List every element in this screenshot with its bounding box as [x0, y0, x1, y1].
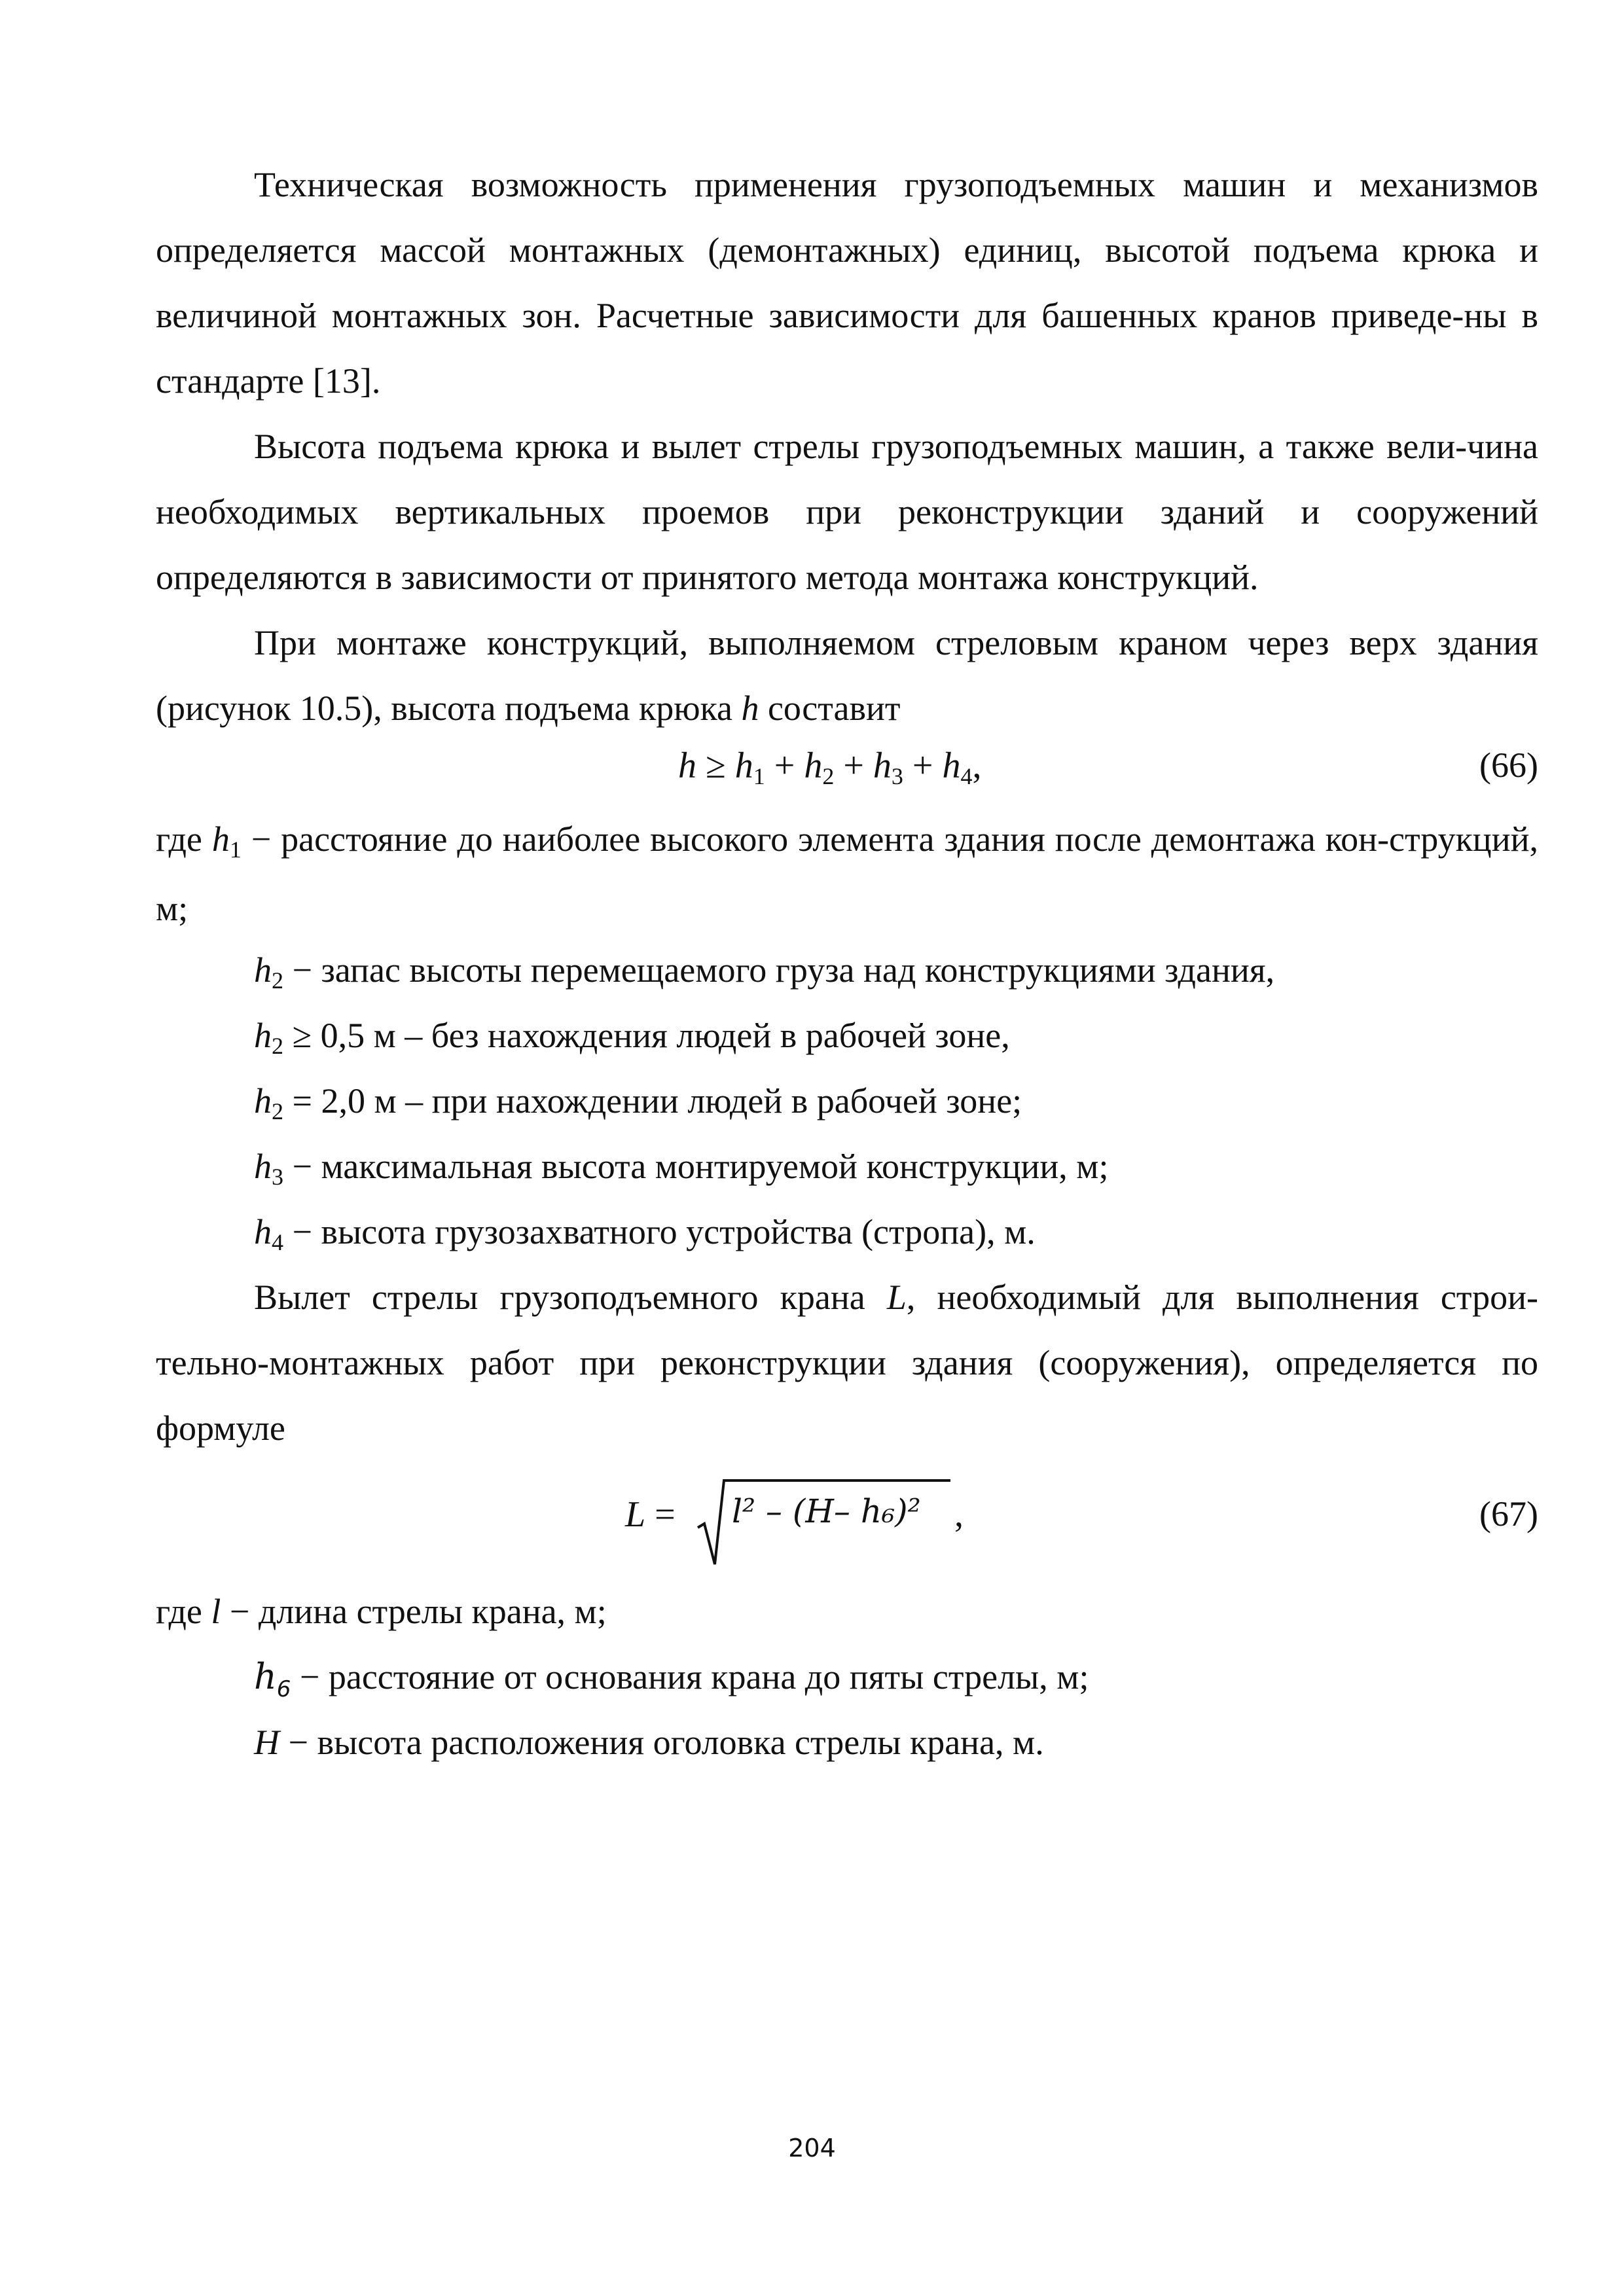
eq66-plus-3: + [903, 745, 943, 786]
variable-L: L [886, 1278, 907, 1317]
eq66-term-3: h [873, 745, 892, 786]
eq66-term-2: h [804, 745, 823, 786]
definition-h6-sub: 6 [276, 1676, 291, 1702]
definition-h4 [254, 1199, 1624, 1268]
eq66-sub-3: 3 [891, 763, 903, 789]
equation-67-number: (67) [1479, 1494, 1538, 1534]
definition-l-var: l [211, 1592, 221, 1631]
paragraph-3-text: При монтаже конструкций, выполняемом стреловым краном через верх здания (рисунок 10.5), высота подъема крюка [156, 623, 1538, 728]
page-number: 204 [788, 2134, 836, 2162]
equation-67 [625, 1494, 676, 1535]
eq66-term-4: h [942, 745, 961, 786]
definition-H [254, 1710, 1624, 1775]
paragraph-5-end: , необходимый для выполнения строи-тельно-монтажных работ при реконструкции здания (сооружения), определяется по формуле [156, 1278, 1538, 1448]
definition-l-where: где [156, 1592, 211, 1631]
eq66-sub-1: 1 [753, 763, 765, 789]
definition-l [156, 1579, 1538, 1644]
definition-h4-sub: 4 [272, 1229, 283, 1255]
definition-where: где [156, 819, 212, 859]
definition-h4-var: h [254, 1212, 272, 1251]
definition-H-var: H [254, 1723, 280, 1762]
eq67-equals: = [645, 1494, 676, 1535]
definition-h1-var: h [211, 819, 230, 859]
eq66-plus-1: + [765, 745, 804, 786]
definition-h2-people-sub: 2 [272, 1098, 283, 1124]
eq67-radicand: l² – (H– h₆)² [732, 1492, 921, 1530]
paragraph-3-end: составит [759, 689, 901, 728]
eq66-sub-2: 2 [822, 763, 835, 789]
definition-h3-var: h [254, 1147, 272, 1186]
paragraph-5-text: Вылет стрелы грузоподъемного крана [254, 1278, 887, 1317]
definition-h2 [254, 937, 1624, 1007]
definition-h2-people [254, 1068, 1624, 1138]
eq66-relation: ≥ [696, 745, 735, 786]
definition-h2-min-sub: 2 [272, 1033, 283, 1059]
definition-h2-var: h [254, 950, 272, 990]
eq66-lhs: h [678, 745, 696, 786]
definition-h2-sub: 2 [272, 967, 283, 994]
definition-H-text: − высота расположения оголовка стрелы крана, м. [280, 1723, 1044, 1762]
definition-l-text: − длина стрелы крана, м; [221, 1592, 607, 1631]
definition-h2-people-var: h [254, 1081, 272, 1121]
definition-h2-min-text: ≥ 0,5 м – без нахождения людей в рабочей зоне, [283, 1016, 1010, 1055]
definition-h6-text: − расстояние от основания крана до пяты стрелы, м; [291, 1657, 1089, 1696]
definition-h3-sub: 3 [272, 1164, 283, 1190]
definition-h1-text: − расстояние до наиболее высокого элемента здания после демонтажа кон-струкций, м; [156, 819, 1538, 928]
definition-h2-text: − запас высоты перемещаемого груза над конструкциями здания, [283, 950, 1275, 990]
definition-h4-text: − высота грузозахватного устройства (стропа), м. [283, 1212, 1036, 1251]
eq66-term-1: h [734, 745, 753, 786]
paragraph-3 [156, 610, 1538, 741]
variable-h: h [741, 689, 759, 728]
paragraph-2: Высота подъема крюка и вылет стрелы грузоподъемных машин, а также вели-чина необходимых вертикальных проемов при реконструкции зданий и сооружений определяются в зависимости от принятого метода монтажа конструкций. [156, 427, 1538, 597]
eq67-tail: , [954, 1494, 964, 1535]
paragraph-5 [156, 1265, 1538, 1461]
definition-h3 [254, 1134, 1624, 1203]
definition-h6 [254, 1644, 1624, 1714]
definition-h1 [156, 806, 1538, 941]
definition-h1-sub: 1 [229, 836, 242, 863]
paragraph-1: Техническая возможность применения грузоподъемных машин и механизмов определяется массой монтажных (демонтажных) единиц, высотой подъема крюка и величиной монтажных зон. Расчетные зависимости для башенных кранов приведе-ны в стандарте [13]. [156, 165, 1538, 401]
eq66-sub-4: 4 [960, 763, 973, 789]
definition-h3-text: − максимальная высота монтируемой конструкции, м; [283, 1147, 1109, 1186]
eq67-lhs: L [625, 1494, 646, 1535]
definition-h2-people-text: = 2,0 м – при нахождении людей в рабочей зоне; [283, 1081, 1022, 1121]
definition-h6-var: h [254, 1656, 277, 1697]
equation-66-number: (66) [1479, 745, 1538, 785]
eq66-tail: , [972, 745, 982, 786]
equation-66 [678, 745, 982, 787]
eq66-plus-2: + [834, 745, 873, 786]
definition-h2-min-var: h [254, 1016, 272, 1055]
definition-h2-min [254, 1003, 1624, 1072]
